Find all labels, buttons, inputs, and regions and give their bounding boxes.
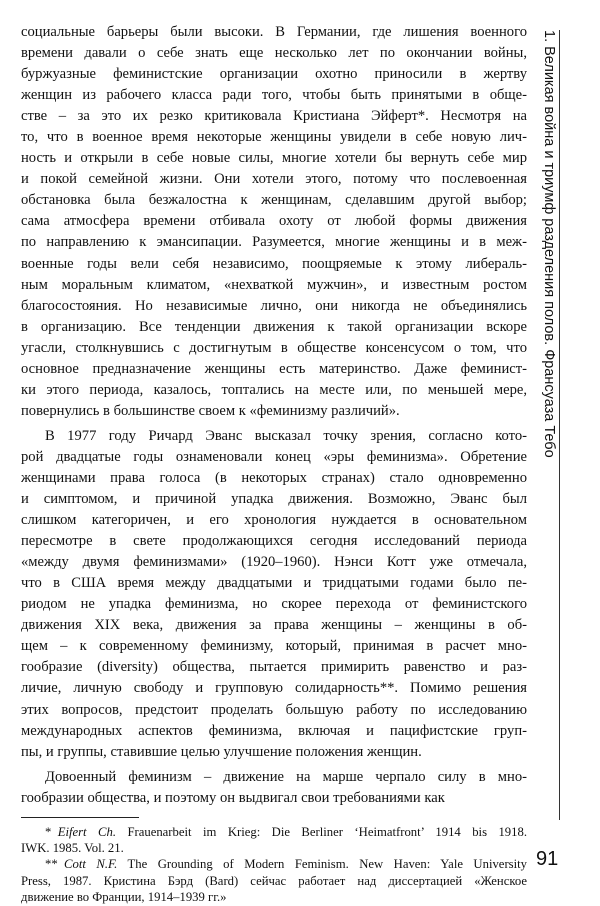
text-line: личие, личную свободу и групповую солидарность**. Помимо решения xyxy=(21,680,527,697)
text-line: повернулись в большинстве своем к «феминизму различий». xyxy=(21,402,400,419)
text-line: стве – за это их резко критиковала Кристиана Эйферт*. Несмотря на xyxy=(21,108,527,125)
text-line: ки этого периода, казалось, топтались на месте или, по меньшей мере, xyxy=(21,381,527,398)
footnote-author: Cott N.F. xyxy=(64,857,118,872)
paragraph xyxy=(21,767,527,809)
body-text xyxy=(21,22,527,905)
footnote xyxy=(21,856,527,905)
text-line: гообразии общества, и поэтому он выдвигал свои требованиями как xyxy=(21,789,445,806)
paragraphs xyxy=(21,22,527,809)
text-line: пересмотре в свете продолжающихся сегодня исследований периода xyxy=(21,533,527,550)
paragraph xyxy=(21,22,527,422)
text-line: движения XIX века, движения за права женщины – женщины в об- xyxy=(21,617,527,634)
text-line: военные годы вели себя независимо, поощряемые к этому либераль- xyxy=(21,255,527,272)
footnote-author: Eifert Ch. xyxy=(57,824,116,839)
text-line: рой двадцатые годы ознаменовали конец «эры феминизма». Обретение xyxy=(21,448,527,465)
text-line: «между двумя феминизмами» (1920–1960). Нэнси Котт уже отмечала, xyxy=(21,554,527,571)
text-line: риодом не упадка феминизма, но скорее перехода от феминистского xyxy=(21,596,527,613)
text-line: Довоенный феминизм – движение на марше черпало силу в мно- xyxy=(45,768,527,785)
text-line: женщинами права голоса (в некоторых странах) стало одновременно xyxy=(21,469,527,486)
text-line: буржуазные феминистские организации охотно приносили в жертву xyxy=(21,66,527,83)
footnote-line: движение во Франции, 1914–1939 гг.» xyxy=(21,889,227,904)
text-line: то, что в военное время некоторые женщины увидели в себе новую лич- xyxy=(21,129,527,146)
text-line: времени давали о себе знать еще несколько лет по окончании войны, xyxy=(21,45,527,62)
footnote-line: IWK. 1985. Vol. 21. xyxy=(21,841,124,856)
text-line: основное предназначение женщины есть материнство. Даже феминист- xyxy=(21,360,527,377)
text-line: по направлению к эмансипации. Разумеется, многие женщины и в меж- xyxy=(21,234,527,251)
running-head: 1. Великая война и триумф разделения полов. Франсуаза Тебо xyxy=(541,30,557,458)
footnote-rule xyxy=(21,817,139,818)
text-line: пы, и группы, ставившие целью улучшение положения женщин. xyxy=(21,743,422,760)
text-line: обстановка была безжалостна к женщинам, сделавшим другой выбор; xyxy=(21,192,527,209)
text-line: угасли, столкнувшись с достигнутым в обществе консенсусом о том, что xyxy=(21,339,527,356)
page-number: 91 xyxy=(536,848,559,870)
paragraph xyxy=(21,426,527,763)
text-line: и покой семейной жизни. Они хотели этого, потому что послевоенная xyxy=(21,171,527,188)
text-line: международных аспектов феминизма, включая и пацифистские груп- xyxy=(21,722,527,739)
running-head-rule xyxy=(559,30,560,820)
footnote xyxy=(21,824,527,857)
text-line: в организацию. Все тенденции движения к такой организации вскоре xyxy=(21,318,527,335)
footnote-list xyxy=(21,824,527,905)
text-line: ность и открыли в себе новые силы, многие хотели бы вернуть себе мир xyxy=(21,150,527,167)
text-line: щем – к современному феминизму, который, принимая в расчет мно- xyxy=(21,638,527,655)
footnote-line xyxy=(21,824,527,840)
footnote-text: The Grounding of Modern Feminism. New Haven: Yale University xyxy=(127,857,527,872)
text-line: слишком категоричен, и его хронология нуждается в основательном xyxy=(21,512,527,529)
text-line: сама атмосфера времени отбивала охоту от любой формы движения xyxy=(21,213,527,230)
text-line: что в США время между двадцатыми и тридцатыми годами было пе- xyxy=(21,575,527,592)
text-line: социальные барьеры были высоки. В Германии, где лишения военного xyxy=(21,24,527,40)
footnote-line: Press, 1987. Кристина Бэрд (Bard) сейчас работает над диссертацией «Женское xyxy=(21,873,527,888)
text-line: женщин из рабочего класса ради того, чтобы быть принятыми в обще- xyxy=(21,87,527,104)
footnote-marker: ** xyxy=(45,857,58,872)
footnote-text: Frauenarbeit im Krieg: Die Berliner ‘Heimatfront’ 1914 bis 1918. xyxy=(127,824,527,839)
text-line: В 1977 году Ричард Эванс высказал точку зрения, согласно кото- xyxy=(45,427,527,444)
footnote-marker: * xyxy=(45,824,52,839)
text-line: этих вопросов, предстоит проделать большую работу по исследованию xyxy=(21,701,527,718)
text-line: ным моральным климатом, «нехваткой мужчин», и известным ростом xyxy=(21,276,527,293)
footnotes xyxy=(21,817,527,905)
text-line: гообразие (diversity) общества, пытается примирить равенство и раз- xyxy=(21,659,527,676)
footnote-line xyxy=(21,856,527,872)
text-line: благосостояния. Но независимые лично, они никогда не объединялись xyxy=(21,297,527,314)
text-line: и симптомом, и причиной упадка движения. Возможно, Эванс был xyxy=(21,491,527,508)
